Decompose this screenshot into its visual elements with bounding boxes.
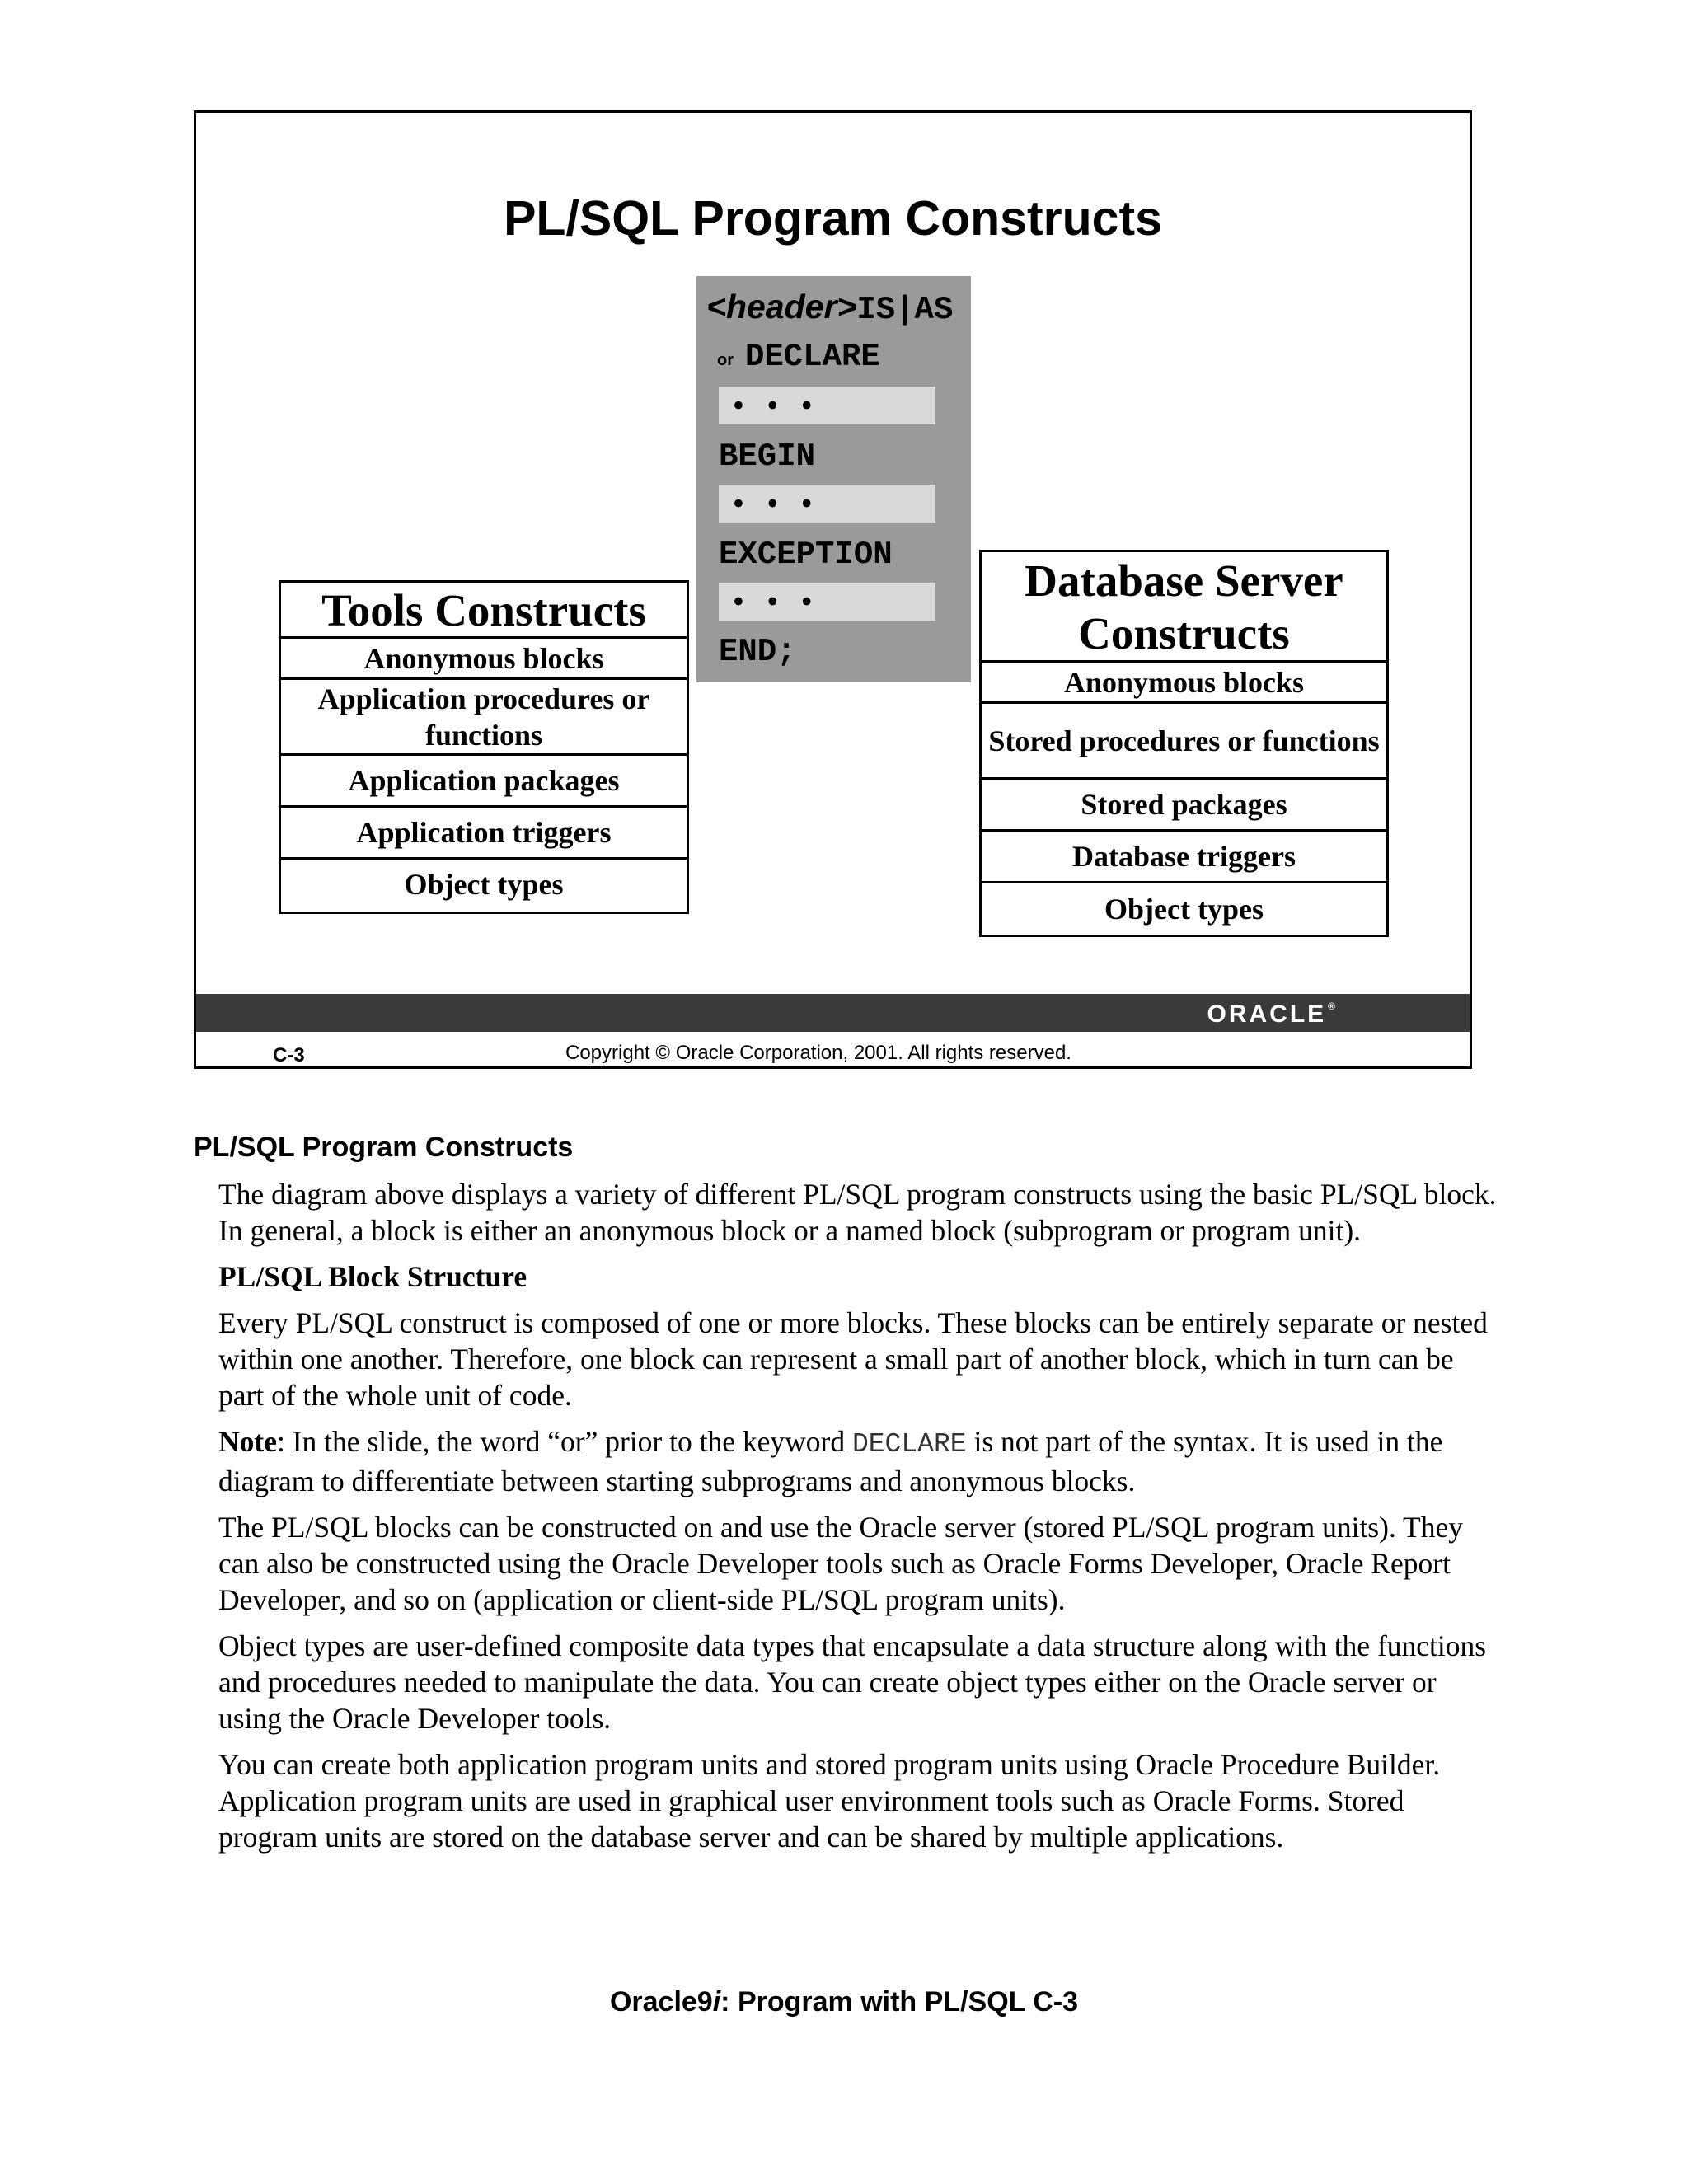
slide-footer-band xyxy=(196,994,1470,1032)
exception-section-bar: • • • xyxy=(719,583,935,621)
is-as-keyword: IS|AS xyxy=(856,292,954,328)
header-placeholder: <header> xyxy=(706,288,857,326)
note-text: : In the slide, the word “or” prior to the keyword xyxy=(276,1425,852,1458)
table-row: Object types xyxy=(1104,893,1264,926)
declare-section-bar: • • • xyxy=(719,387,935,424)
database-server-constructs-table xyxy=(979,550,1389,937)
begin-section-bar: • • • xyxy=(719,485,935,523)
paragraph: Object types are user-defined composite data types that encapsulate a data structure along with the functions and procedures needed to manipulate the data. You can create object types either on the Oracle server or using the Oracle Developer tools. xyxy=(218,1629,1487,1735)
declare-keyword-inline: DECLARE xyxy=(851,1429,967,1460)
slide-title: PL/SQL Program Constructs xyxy=(504,191,1162,246)
server-constructs-title: Database Server Constructs xyxy=(982,552,1386,663)
footer-suffix: : Program with PL/SQL C-3 xyxy=(720,1986,1079,2018)
footer-italic-i: i xyxy=(712,1986,721,2018)
table-row: Object types xyxy=(404,868,564,901)
table-row: Application procedures or functions xyxy=(281,680,687,756)
note-paragraph xyxy=(218,1423,1504,1499)
table-row: Anonymous blocks xyxy=(982,663,1386,704)
slide-number: C-3 xyxy=(273,1044,305,1066)
oracle-logo: ORACLE ® xyxy=(1207,1001,1338,1028)
tools-constructs-table xyxy=(279,580,689,914)
note-label: Note xyxy=(218,1425,277,1458)
header-line xyxy=(706,288,953,328)
slide xyxy=(194,110,1472,1069)
table-row: Anonymous blocks xyxy=(281,639,687,680)
or-word: or xyxy=(717,351,734,369)
slide-copyright: Copyright © Oracle Corporation, 2001. All rights reserved. xyxy=(565,1042,1071,1064)
paragraph: The PL/SQL blocks can be constructed on and use the Oracle server (stored PL/SQL program units). They can also be constructed using the Oracle Developer tools such as Oracle Forms Developer, Oracle Report Developer, and so on (application or client-side PL/SQL program units). xyxy=(218,1511,1463,1616)
end-keyword: END; xyxy=(719,634,796,670)
plsql-block-diagram xyxy=(696,276,971,682)
oracle-logo-text: ORACLE xyxy=(1207,1001,1327,1028)
tools-constructs-title: Tools Constructs xyxy=(281,583,687,639)
paragraph: The diagram above displays a variety of different PL/SQL program constructs using the basic PL/SQL block. In general, a block is either an anonymous block or a named block (subprogram or program unit). xyxy=(218,1178,1497,1247)
table-row: Application triggers xyxy=(281,808,687,860)
paragraph: Every PL/SQL construct is composed of one or more blocks. These blocks can be entirely separate or nested within one another. Therefore, one block can represent a small part of another block, which in turn can be part of the whole unit of code. xyxy=(218,1306,1488,1412)
table-row: Application packages xyxy=(281,756,687,808)
table-row: Database triggers xyxy=(982,832,1386,883)
table-row: Stored procedures or functions xyxy=(982,704,1386,780)
notes-heading: PL/SQL Program Constructs xyxy=(194,1132,574,1163)
note-text: is not part of the syntax. It is used in the diagram to differentiate between starting subprograms and anonymous blocks. xyxy=(218,1425,1443,1497)
subheading: PL/SQL Block Structure xyxy=(218,1260,528,1293)
declare-line xyxy=(717,339,880,375)
table-row: Stored packages xyxy=(982,780,1386,832)
footer-prefix: Oracle9 xyxy=(609,1986,713,2018)
declare-keyword: DECLARE xyxy=(745,339,880,375)
page-footer xyxy=(0,1986,1688,2018)
begin-keyword: BEGIN xyxy=(719,438,816,475)
paragraph: You can create both application program units and stored program units using Oracle Procedure Builder. Application program units are used in graphical user environment tools such as Oracle Forms. Stored program units are stored on the database server and can be shared by multiple applications. xyxy=(218,1748,1441,1854)
notes-body xyxy=(218,1176,1504,1865)
exception-keyword: EXCEPTION xyxy=(719,537,893,573)
